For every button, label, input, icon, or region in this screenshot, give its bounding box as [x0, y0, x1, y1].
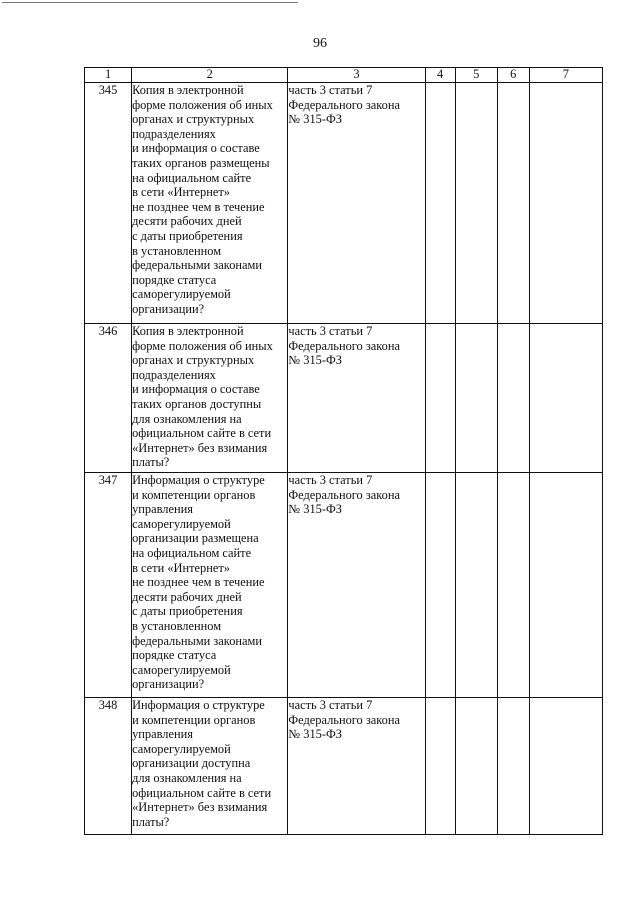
page-number: 96 [313, 36, 327, 51]
reference-line: № 315-ФЗ [288, 353, 343, 368]
header-col-1: 1 [85, 68, 132, 83]
question-line: в сети «Интернет» [132, 185, 230, 200]
reference-line: часть 3 статьи 7 [288, 324, 373, 338]
question-line: десяти рабочих дней [132, 214, 242, 229]
question-line: Копия в электронной [132, 324, 244, 338]
answer-cell-col-5[interactable] [455, 83, 497, 324]
question-line: таких органов размещены [132, 155, 270, 170]
row-number: 348 [85, 698, 132, 835]
answer-cell-col-6[interactable] [497, 83, 529, 324]
reference-line: Федерального закона [288, 338, 400, 353]
question-line: организации размещена [132, 531, 259, 546]
answer-cell-col-7[interactable] [529, 83, 602, 324]
question-cell [132, 473, 288, 698]
reference-line: Федерального закона [288, 487, 400, 502]
reference-line: часть 3 статьи 7 [288, 698, 373, 712]
question-line: не позднее чем в течение [132, 575, 265, 590]
question-line: с даты приобретения [132, 228, 243, 243]
header-row [85, 68, 603, 83]
question-line: платы? [132, 455, 170, 470]
answer-cell-col-5[interactable] [455, 698, 497, 835]
question-line: и информация о составе [132, 141, 260, 156]
question-line: в установленном [132, 618, 222, 633]
header-col-4: 4 [425, 68, 455, 83]
question-line: таких органов доступны [132, 396, 262, 411]
question-line: порядке статуса [132, 272, 217, 287]
reference-cell [288, 83, 425, 324]
reference-line: № 315-ФЗ [288, 727, 343, 742]
answer-cell-col-4[interactable] [425, 83, 455, 324]
reference-cell [288, 698, 425, 835]
row-number: 346 [85, 324, 132, 473]
question-line: саморегулируемой [132, 516, 231, 531]
reference-line: часть 3 статьи 7 [288, 83, 373, 97]
reference-line: Федерального закона [288, 97, 400, 112]
question-line: организации? [132, 677, 205, 692]
reference-line: № 315-ФЗ [288, 112, 343, 127]
reference-cell [288, 324, 425, 473]
question-line: не позднее чем в течение [132, 199, 265, 214]
answer-cell-col-7[interactable] [529, 473, 602, 698]
reference-cell [288, 473, 425, 698]
question-line: и компетенции органов [132, 487, 256, 502]
header-col-5: 5 [455, 68, 497, 83]
question-line: «Интернет» без взимания [132, 440, 268, 455]
answer-cell-col-4[interactable] [425, 473, 455, 698]
question-line: и информация о составе [132, 382, 260, 397]
question-line: саморегулируемой [132, 662, 231, 677]
question-line: платы? [132, 814, 170, 829]
question-line: органах и структурных [132, 353, 255, 368]
question-cell [132, 324, 288, 473]
question-line: в установленном [132, 243, 222, 258]
question-line: подразделениях [132, 367, 216, 382]
checklist-table [84, 67, 603, 835]
question-line: официальном сайте в сети [132, 785, 272, 800]
scan-edge-line [2, 2, 298, 3]
answer-cell-col-6[interactable] [497, 698, 529, 835]
row-number: 345 [85, 83, 132, 324]
header-col-7: 7 [529, 68, 602, 83]
question-line: форме положения об иных [132, 338, 273, 353]
question-line: органах и структурных [132, 112, 255, 127]
header-col-6: 6 [497, 68, 529, 83]
question-line: официальном сайте в сети [132, 426, 272, 441]
answer-cell-col-4[interactable] [425, 324, 455, 473]
question-line: федеральными законами [132, 633, 262, 648]
question-line: с даты приобретения [132, 604, 243, 619]
table-row [85, 324, 603, 473]
answer-cell-col-7[interactable] [529, 324, 602, 473]
question-line: в сети «Интернет» [132, 560, 230, 575]
reference-line: № 315-ФЗ [288, 502, 343, 517]
question-line: на официальном сайте [132, 545, 252, 560]
reference-line: Федерального закона [288, 712, 400, 727]
answer-cell-col-5[interactable] [455, 473, 497, 698]
question-line: федеральными законами [132, 258, 262, 273]
question-line: организации? [132, 301, 205, 316]
table-row [85, 473, 603, 698]
answer-cell-col-6[interactable] [497, 473, 529, 698]
question-line: Информация о структуре [132, 698, 265, 712]
question-line: саморегулируемой [132, 287, 231, 302]
question-line: на официальном сайте [132, 170, 252, 185]
table-row [85, 698, 603, 835]
question-cell [132, 83, 288, 324]
row-number: 347 [85, 473, 132, 698]
answer-cell-col-5[interactable] [455, 324, 497, 473]
reference-line: часть 3 статьи 7 [288, 473, 373, 487]
question-line: и компетенции органов [132, 712, 256, 727]
answer-cell-col-6[interactable] [497, 324, 529, 473]
question-line: для ознакомления на [132, 770, 242, 785]
question-line: «Интернет» без взимания [132, 800, 268, 815]
question-line: саморегулируемой [132, 741, 231, 756]
answer-cell-col-7[interactable] [529, 698, 602, 835]
question-line: управления [132, 727, 193, 742]
question-line: подразделениях [132, 126, 216, 141]
question-line: десяти рабочих дней [132, 589, 242, 604]
question-line: Информация о структуре [132, 473, 265, 487]
question-line: порядке статуса [132, 648, 217, 663]
question-line: форме положения об иных [132, 97, 273, 112]
question-line: управления [132, 502, 193, 517]
question-line: организации доступна [132, 756, 251, 771]
header-col-2: 2 [132, 68, 288, 83]
table-row [85, 83, 603, 324]
question-line: для ознакомления на [132, 411, 242, 426]
question-cell [132, 698, 288, 835]
question-line: Копия в электронной [132, 83, 244, 97]
header-col-3: 3 [288, 68, 425, 83]
answer-cell-col-4[interactable] [425, 698, 455, 835]
